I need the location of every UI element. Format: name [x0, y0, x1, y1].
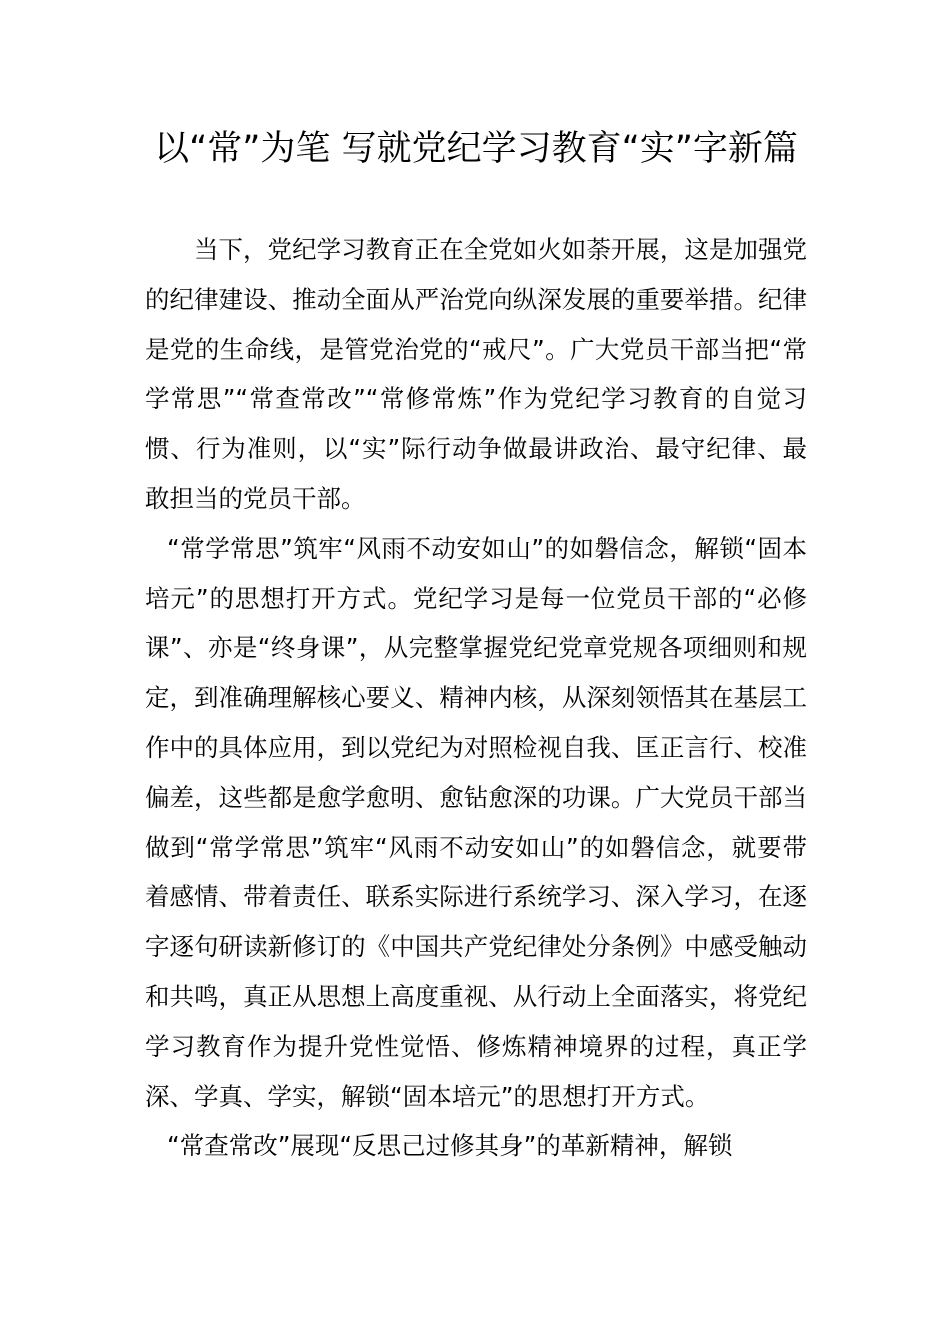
- paragraph-study-and-reflect: “常学常思”筑牢“风雨不动安如山”的如磐信念，解锁“固本培元”的思想打开方式。党纪学习是每一位党员干部的“必修课”、亦是“终身课”，从完整掌握党纪党章党规各项细则和规定，到准确理解核心要义、精神内核，从深刻领悟其在基层工作中的具体应用，到以党纪为对照检视自我、匡正言行、校准偏差，这些都是愈学愈明、愈钻愈深的功课。广大党员干部当做到“常学常思”筑牢“风雨不动安如山”的如磐信念，就要带着感情、带着责任、联系实际进行系统学习、深入学习，在逐字逐句研读新修订的《中国共产党纪律处分条例》中感受触动和共鸣，真正从思想上高度重视、从行动上全面落实，将党纪学习教育作为提升党性觉悟、修炼精神境界的过程，真正学深、学真、学实，解锁“固本培元”的思想打开方式。: [145, 533, 807, 1111]
- paragraph-check-and-correct: “常查常改”展现“反思己过修其身”的革新精神，解锁: [167, 1131, 733, 1161]
- document-body: [145, 225, 807, 1171]
- paragraph-intro: 当下，党纪学习教育正在全党如火如荼开展，这是加强党的纪律建设、推动全面从严治党向纵深发展的重要举措。纪律是党的生命线，是管党治党的“戒尺”。广大党员干部当把“常学常思”“常查常改”“常修常炼”作为党纪学习教育的自觉习惯、行为准则，以“实”际行动争做最讲政治、最守纪律、最敢担当的党员干部。: [145, 235, 807, 513]
- document-title: 以“常”为笔 写就党纪学习教育“实”字新篇: [154, 129, 798, 169]
